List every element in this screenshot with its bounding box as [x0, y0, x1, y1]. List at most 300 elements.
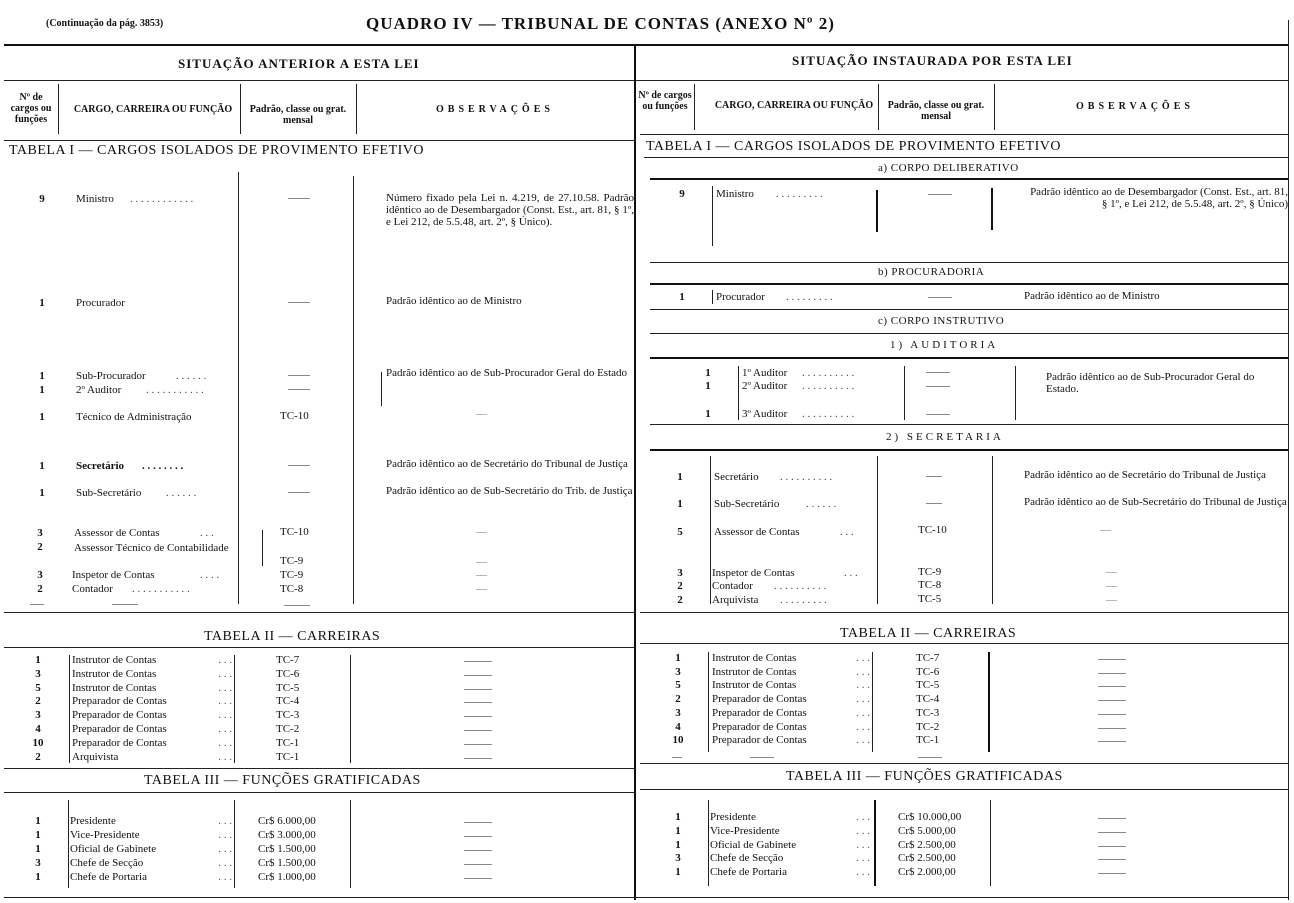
dot-leader: . . .	[856, 693, 870, 706]
row-obs: —	[476, 526, 487, 538]
row-cargo: Arquivista	[72, 750, 119, 763]
row-cargo: Ministro	[716, 188, 754, 200]
col-rule	[708, 800, 709, 886]
row-padrao: Cr$ 1.500,00	[258, 857, 316, 869]
dot-leader: . . .	[856, 734, 870, 747]
row-cargo: Instrutor de Contas	[712, 665, 797, 678]
tabela3-rule	[4, 792, 634, 793]
row-cargo: Oficial de Gabinete	[70, 843, 157, 855]
row-padrao-dash	[288, 375, 310, 376]
row-count: 1	[39, 384, 45, 396]
col-rule	[992, 456, 993, 604]
row-count: 10	[672, 734, 684, 747]
row-padrao: TC-8	[280, 583, 304, 595]
row-padrao: TC-9	[918, 566, 942, 578]
dot-leader: . . . . . .	[166, 487, 197, 499]
row-cargo: Oficial de Gabinete	[710, 838, 797, 851]
row-padrao-dash	[926, 476, 942, 477]
row-count: 1	[677, 498, 683, 510]
tabela2-rule	[640, 643, 1288, 644]
dot-leader: . . . . . .	[176, 370, 207, 382]
bottom-rule	[4, 897, 1288, 898]
row-cargo: Ministro	[76, 193, 114, 205]
center-divider	[634, 140, 636, 900]
row-count: 3	[35, 709, 41, 722]
dot-leader: . . . . . . . . .	[786, 291, 833, 303]
col-rule	[1015, 366, 1016, 420]
row-count: 3	[35, 667, 41, 680]
right-sub-b: b) PROCURADORIA	[878, 266, 985, 278]
row-count: 1	[39, 297, 45, 309]
row-cargo: Sub-Secretário	[76, 487, 142, 499]
dot-leader: . . . . . . . . . . .	[132, 583, 190, 595]
col-rule	[738, 366, 739, 420]
header-bottom-rule	[4, 140, 634, 141]
dot-leader: . . .	[218, 654, 232, 666]
row-count: 4	[35, 723, 41, 735]
row-padrao: Cr$ 2.000,00	[898, 866, 956, 879]
row-padrao-dash	[288, 198, 310, 199]
row-padrao: TC-9	[280, 555, 304, 567]
dot-leader: . . .	[218, 736, 232, 749]
row-obs: —	[476, 583, 487, 595]
row-padrao: TC-5	[918, 593, 942, 605]
row-count: 1	[675, 811, 681, 823]
row-padrao-dash	[926, 372, 950, 373]
row-obs-dash	[1098, 714, 1126, 715]
dot-leader: . . . . . .	[806, 498, 837, 510]
row-padrao: Cr$ 5.000,00	[898, 824, 956, 837]
row-cargo: Presidente	[70, 815, 116, 827]
row-count: 1	[39, 370, 45, 382]
row-count: 1	[675, 866, 681, 879]
row-obs: Padrão idêntico ao de Sub-Secretário do Tribunal de Justiça	[1024, 496, 1287, 508]
row-obs: Padrão idêntico ao de Desembargador (Const. Est., art. 81, § 1º, e Lei 212, de 5.5.48, art. 2º, § Único)	[1030, 186, 1288, 210]
row-count: 2	[35, 695, 41, 708]
dot-leader: . . . . . . . . . .	[802, 380, 855, 392]
tabela1-bottom-rule	[640, 612, 1288, 613]
row-padrao-dash	[288, 389, 310, 390]
row-cargo: Técnico de Administração	[76, 411, 192, 423]
right-col-obs-header: OBSERVAÇÕES	[1076, 101, 1194, 112]
row-count: 1	[705, 408, 711, 420]
row-count: 1	[675, 824, 681, 837]
row-padrao: Cr$ 2.500,00	[898, 838, 956, 851]
row-padrao: Cr$ 2.500,00	[898, 852, 956, 865]
row-padrao: TC-10	[918, 524, 947, 536]
subsection-rule	[650, 309, 1288, 310]
section-rule	[4, 80, 1288, 81]
row-padrao: TC-9	[280, 569, 304, 581]
empty-row-dash	[918, 757, 942, 758]
row-padrao: TC-4	[276, 695, 300, 708]
row-obs: Padrão idêntico ao de Ministro	[1024, 290, 1160, 302]
row-obs: Padrão idêntico ao de Sub-Procurador Geral do Estado.	[1046, 371, 1255, 395]
row-obs-dash	[1098, 659, 1126, 660]
col-rule	[994, 84, 995, 130]
row-count: 1	[35, 654, 41, 666]
row-count: 10	[32, 736, 44, 749]
subsection-rule	[650, 178, 1288, 180]
tabela1-rule	[644, 157, 1288, 158]
row-cargo: Inspetor de Contas	[712, 567, 795, 579]
row-obs: Padrão idêntico ao de Secretário do Tribunal de Justiça	[386, 458, 628, 470]
right-col-padrao-header: Padrão, classe ou grat. mensal	[887, 100, 985, 122]
right-edge-rule	[1288, 20, 1289, 900]
row-count: 2	[677, 580, 683, 592]
row-cargo: Sub-Procurador	[76, 370, 146, 382]
row-obs-dash	[1098, 686, 1126, 687]
row-obs-dash	[1098, 859, 1126, 860]
row-cargo: Instrutor de Contas	[712, 679, 797, 692]
row-count: 9	[679, 188, 685, 200]
row-obs-dash	[1098, 818, 1126, 819]
dot-leader: . . .	[856, 706, 870, 719]
brace-rule	[381, 372, 382, 406]
col-rule	[874, 800, 876, 886]
col-rule	[58, 84, 59, 134]
left-col-obs-header: OBSERVAÇÕES	[436, 104, 554, 115]
row-padrao: TC-5	[276, 681, 300, 694]
row-padrao: TC-6	[276, 667, 300, 680]
dot-leader: . . .	[218, 815, 232, 827]
row-padrao: TC-3	[276, 709, 300, 722]
row-padrao: Cr$ 1.000,00	[258, 871, 316, 883]
dot-leader: . . .	[218, 667, 232, 680]
row-padrao: TC-2	[276, 723, 300, 735]
row-padrao: TC-4	[916, 693, 940, 706]
row-obs: —	[1106, 580, 1117, 592]
dot-leader: . . .	[218, 843, 232, 855]
row-cargo: Presidente	[710, 811, 756, 823]
row-obs-dash	[464, 675, 492, 676]
subsection-rule	[650, 283, 1288, 285]
col-rule	[69, 655, 70, 763]
dot-leader: . . . . . . . . .	[780, 594, 827, 606]
row-count: 1	[39, 460, 45, 472]
col-rule	[234, 655, 235, 763]
row-cargo: Assessor de Contas	[714, 526, 800, 538]
row-obs-dash	[464, 689, 492, 690]
row-cargo: Preparador de Contas	[72, 723, 167, 735]
row-obs-dash	[464, 850, 492, 851]
row-obs-dash	[464, 836, 492, 837]
right-section-title: SITUAÇÃO INSTAURADA POR ESTA LEI	[792, 53, 1073, 68]
tabela2-bottom-rule	[640, 763, 1288, 764]
right-tabela2-title: TABELA II — CARREIRAS	[840, 626, 1017, 641]
row-count: 4	[675, 720, 681, 733]
row-count: 2	[37, 541, 43, 553]
empty-row-dash	[284, 605, 310, 606]
row-cargo: Preparador de Contas	[712, 693, 807, 706]
row-obs-dash	[464, 744, 492, 745]
row-obs-dash	[464, 758, 492, 759]
row-obs: Padrão idêntico ao de Sub-Procurador Geral do Estado	[386, 367, 628, 379]
row-padrao: Cr$ 10.000,00	[898, 811, 962, 823]
row-padrao-dash	[288, 492, 310, 493]
dot-leader: . . .	[218, 871, 232, 883]
row-cargo: Assessor Técnico de Contabilidade	[74, 542, 229, 554]
left-col-padrao-header: Padrão, classe ou grat. mensal	[249, 104, 347, 126]
dot-leader: . . .	[856, 866, 870, 879]
dot-leader: . . .	[200, 527, 214, 539]
row-count: 1	[705, 380, 711, 392]
row-obs: Padrão idêntico ao de Secretário do Tribunal de Justiça	[1024, 469, 1266, 481]
col-rule	[877, 456, 878, 604]
row-count: 1	[35, 871, 41, 883]
row-count: 2	[37, 583, 43, 595]
row-obs-dash	[464, 716, 492, 717]
row-count: 2	[675, 693, 681, 706]
subsection-rule	[650, 424, 1288, 425]
row-obs: —	[1106, 594, 1117, 606]
dot-leader: . . . . . . . .	[142, 460, 184, 472]
row-padrao: TC-7	[276, 654, 300, 666]
dot-leader: . . .	[856, 652, 870, 664]
row-padrao: TC-7	[916, 652, 940, 664]
left-col-num-header: Nº de cargos ou funções	[10, 92, 52, 125]
col-rule	[712, 290, 713, 304]
continuation-note: (Continuação da pág. 3853)	[46, 18, 164, 29]
row-count: 3	[675, 665, 681, 678]
row-obs-dash	[1098, 728, 1126, 729]
col-rule	[988, 652, 990, 752]
row-cargo: Secretário	[714, 471, 759, 483]
row-count: 1	[677, 471, 683, 483]
row-count: 1	[39, 411, 45, 423]
dot-leader: . . .	[840, 526, 854, 538]
row-cargo: Inspetor de Contas	[72, 569, 155, 581]
dot-leader: . . .	[856, 679, 870, 692]
dot-leader: . . . .	[200, 569, 220, 581]
dot-leader: . . .	[218, 709, 232, 722]
row-obs-dash	[1098, 673, 1126, 674]
row-padrao-dash	[288, 465, 310, 466]
row-count: 3	[37, 527, 43, 539]
right-col-num-header: Nº de cargos ou funções	[638, 90, 692, 112]
right-sub-c2: 2) SECRETARIA	[886, 431, 1004, 443]
row-cargo: Contador	[72, 583, 113, 595]
row-padrao: TC-8	[918, 579, 942, 591]
col-rule	[990, 800, 991, 886]
row-count: 3	[35, 857, 41, 869]
tabela3-rule	[640, 789, 1288, 790]
right-col-cargo-header: CARGO, CARREIRA OU FUNÇÃO	[714, 100, 874, 111]
row-cargo: Preparador de Contas	[72, 695, 167, 708]
row-count: 1	[35, 843, 41, 855]
row-cargo: 2º Auditor	[76, 384, 122, 396]
row-padrao-dash	[928, 194, 952, 195]
row-cargo: Vice-Presidente	[70, 829, 140, 841]
col-rule	[353, 176, 354, 604]
top-rule	[4, 44, 1288, 46]
col-rule	[876, 190, 878, 232]
row-cargo: Arquivista	[712, 594, 759, 606]
col-rule	[904, 366, 905, 420]
row-obs-dash	[1098, 832, 1126, 833]
dot-leader: . . .	[218, 723, 232, 735]
empty-row-dash	[30, 604, 44, 605]
col-rule	[350, 655, 351, 763]
row-obs: Padrão idêntico ao de Sub-Secretário do Trib. de Justiça	[386, 485, 633, 497]
right-sub-c: c) CORPO INSTRUTIVO	[878, 315, 1005, 327]
row-padrao: TC-10	[280, 526, 309, 538]
row-padrao-dash	[926, 503, 942, 504]
row-padrao: Cr$ 6.000,00	[258, 815, 316, 827]
row-cargo: 3º Auditor	[742, 408, 788, 420]
row-cargo: Chefe de Portaria	[710, 866, 787, 879]
row-cargo: Procurador	[716, 291, 765, 303]
left-section-title: SITUAÇÃO ANTERIOR A ESTA LEI	[178, 56, 420, 71]
row-cargo: Instrutor de Contas	[712, 652, 797, 664]
row-count: 1	[35, 829, 41, 841]
row-obs: —	[1100, 524, 1111, 536]
brace-rule	[262, 530, 263, 566]
right-sub-c1: 1) AUDITORIA	[890, 339, 999, 351]
row-count: 9	[39, 193, 45, 205]
dot-leader: . . . . . . . . . . . .	[130, 193, 194, 205]
col-rule	[356, 84, 357, 134]
row-cargo: Instrutor de Contas	[72, 667, 157, 680]
row-obs-dash	[464, 730, 492, 731]
row-count: 3	[37, 569, 43, 581]
dot-leader: . . . . . . . . . .	[780, 471, 833, 483]
row-count: 1	[679, 291, 685, 303]
row-count: 5	[675, 679, 681, 692]
row-cargo: Chefe de Portaria	[70, 871, 147, 883]
row-cargo: Preparador de Contas	[712, 720, 807, 733]
row-obs-dash	[464, 702, 492, 703]
row-obs-dash	[464, 661, 492, 662]
dot-leader: . . .	[856, 720, 870, 733]
subsection-rule	[650, 333, 1288, 334]
dot-leader: . . .	[218, 681, 232, 694]
dot-leader: . . .	[218, 857, 232, 869]
center-divider	[634, 80, 636, 140]
tabela2-rule	[4, 647, 634, 648]
tabela2-bottom-rule	[4, 768, 634, 769]
dot-leader: . . .	[218, 829, 232, 841]
row-obs-dash	[464, 878, 492, 879]
row-cargo: Instrutor de Contas	[72, 654, 157, 666]
col-rule	[712, 186, 713, 246]
dot-leader: . . . . . . . . .	[776, 188, 823, 200]
col-rule	[694, 84, 695, 130]
row-padrao-dash	[926, 414, 950, 415]
row-count: 3	[675, 852, 681, 865]
right-tabela3-title: TABELA III — FUNÇÕES GRATIFICADAS	[786, 769, 1063, 784]
col-rule	[238, 172, 239, 604]
row-padrao-dash	[928, 297, 952, 298]
dot-leader: . . . . . . . . . .	[802, 408, 855, 420]
row-obs-dash	[1098, 700, 1126, 701]
dot-leader: . . .	[844, 567, 858, 579]
row-obs: —	[476, 408, 487, 420]
left-tabela3-title: TABELA III — FUNÇÕES GRATIFICADAS	[144, 773, 421, 788]
row-obs: —	[476, 569, 487, 581]
col-rule	[234, 800, 235, 888]
empty-row-dash	[750, 757, 774, 758]
row-obs: Padrão idêntico ao de Ministro	[386, 295, 522, 307]
dot-leader: . . .	[856, 824, 870, 837]
row-count: 5	[677, 526, 683, 538]
row-padrao: TC-10	[280, 410, 309, 422]
row-cargo: Procurador	[76, 297, 125, 309]
row-padrao: Cr$ 1.500,00	[258, 843, 316, 855]
row-cargo: Sub-Secretário	[714, 498, 780, 510]
empty-row-dash	[112, 604, 138, 605]
row-count: 3	[677, 567, 683, 579]
row-padrao: TC-3	[916, 706, 940, 719]
row-count: 1	[705, 367, 711, 379]
row-padrao: TC-2	[916, 720, 940, 733]
row-padrao: TC-1	[916, 734, 940, 747]
dot-leader: . . .	[218, 750, 232, 763]
row-cargo: Contador	[712, 580, 753, 592]
row-padrao: TC-1	[276, 750, 300, 763]
subsection-rule	[650, 262, 1288, 263]
page-title: QUADRO IV — TRIBUNAL DE CONTAS (ANEXO Nº 2)	[366, 14, 835, 33]
row-obs-dash	[1098, 873, 1126, 874]
right-sub-a: a) CORPO DELIBERATIVO	[878, 162, 1019, 174]
row-padrao-dash	[926, 386, 950, 387]
row-obs-dash	[464, 864, 492, 865]
row-obs: —	[476, 556, 487, 568]
col-rule	[708, 652, 709, 752]
dot-leader: . . . . . . . . . .	[774, 580, 827, 592]
row-obs-dash	[1098, 846, 1126, 847]
col-rule	[350, 800, 351, 888]
row-padrao: Cr$ 3.000,00	[258, 829, 316, 841]
row-cargo: Preparador de Contas	[72, 709, 167, 722]
left-col-cargo-header: CARGO, CARREIRA OU FUNÇÃO	[73, 104, 233, 115]
row-count: 2	[35, 750, 41, 763]
row-cargo: 2º Auditor	[742, 380, 788, 392]
row-count: 1	[675, 838, 681, 851]
right-tabela1-title: TABELA I — CARGOS ISOLADOS DE PROVIMENTO EFETIVO	[646, 139, 1062, 154]
row-padrao: TC-1	[276, 736, 300, 749]
subsection-rule	[650, 357, 1288, 359]
dot-leader: . . . . . . . . . . .	[146, 384, 204, 396]
col-rule	[68, 800, 69, 888]
col-rule	[991, 188, 993, 230]
row-count: 3	[675, 706, 681, 719]
empty-row-dash	[672, 757, 682, 758]
row-count: 1	[39, 487, 45, 499]
row-cargo: Vice-Presidente	[710, 824, 780, 837]
row-count: 5	[35, 681, 41, 694]
row-padrao: TC-6	[916, 665, 940, 678]
row-padrao-dash	[288, 302, 310, 303]
row-cargo: Preparador de Contas	[712, 734, 807, 747]
center-divider-top	[634, 44, 636, 80]
row-count: 2	[677, 594, 683, 606]
row-cargo: Instrutor de Contas	[72, 681, 157, 694]
subsection-rule	[650, 449, 1288, 451]
row-obs-dash	[1098, 741, 1126, 742]
dot-leader: . . .	[856, 852, 870, 865]
col-rule	[710, 456, 711, 604]
row-cargo: Preparador de Contas	[72, 736, 167, 749]
header-bottom-rule	[640, 134, 1288, 135]
dot-leader: . . .	[856, 665, 870, 678]
row-obs: Número fixado pela Lei n. 4.219, de 27.10.58. Padrão idêntico ao de Desembargador (Const. Est., art. 81, § 1º, e Lei 212, de 5.5.48, art. 2º, § Único).	[386, 192, 634, 228]
tabela1-bottom-rule	[4, 612, 634, 613]
row-cargo: Assessor de Contas	[74, 527, 160, 539]
row-cargo: Chefe de Secção	[710, 852, 784, 865]
row-cargo: Preparador de Contas	[712, 706, 807, 719]
row-cargo: 1º Auditor	[742, 367, 788, 379]
